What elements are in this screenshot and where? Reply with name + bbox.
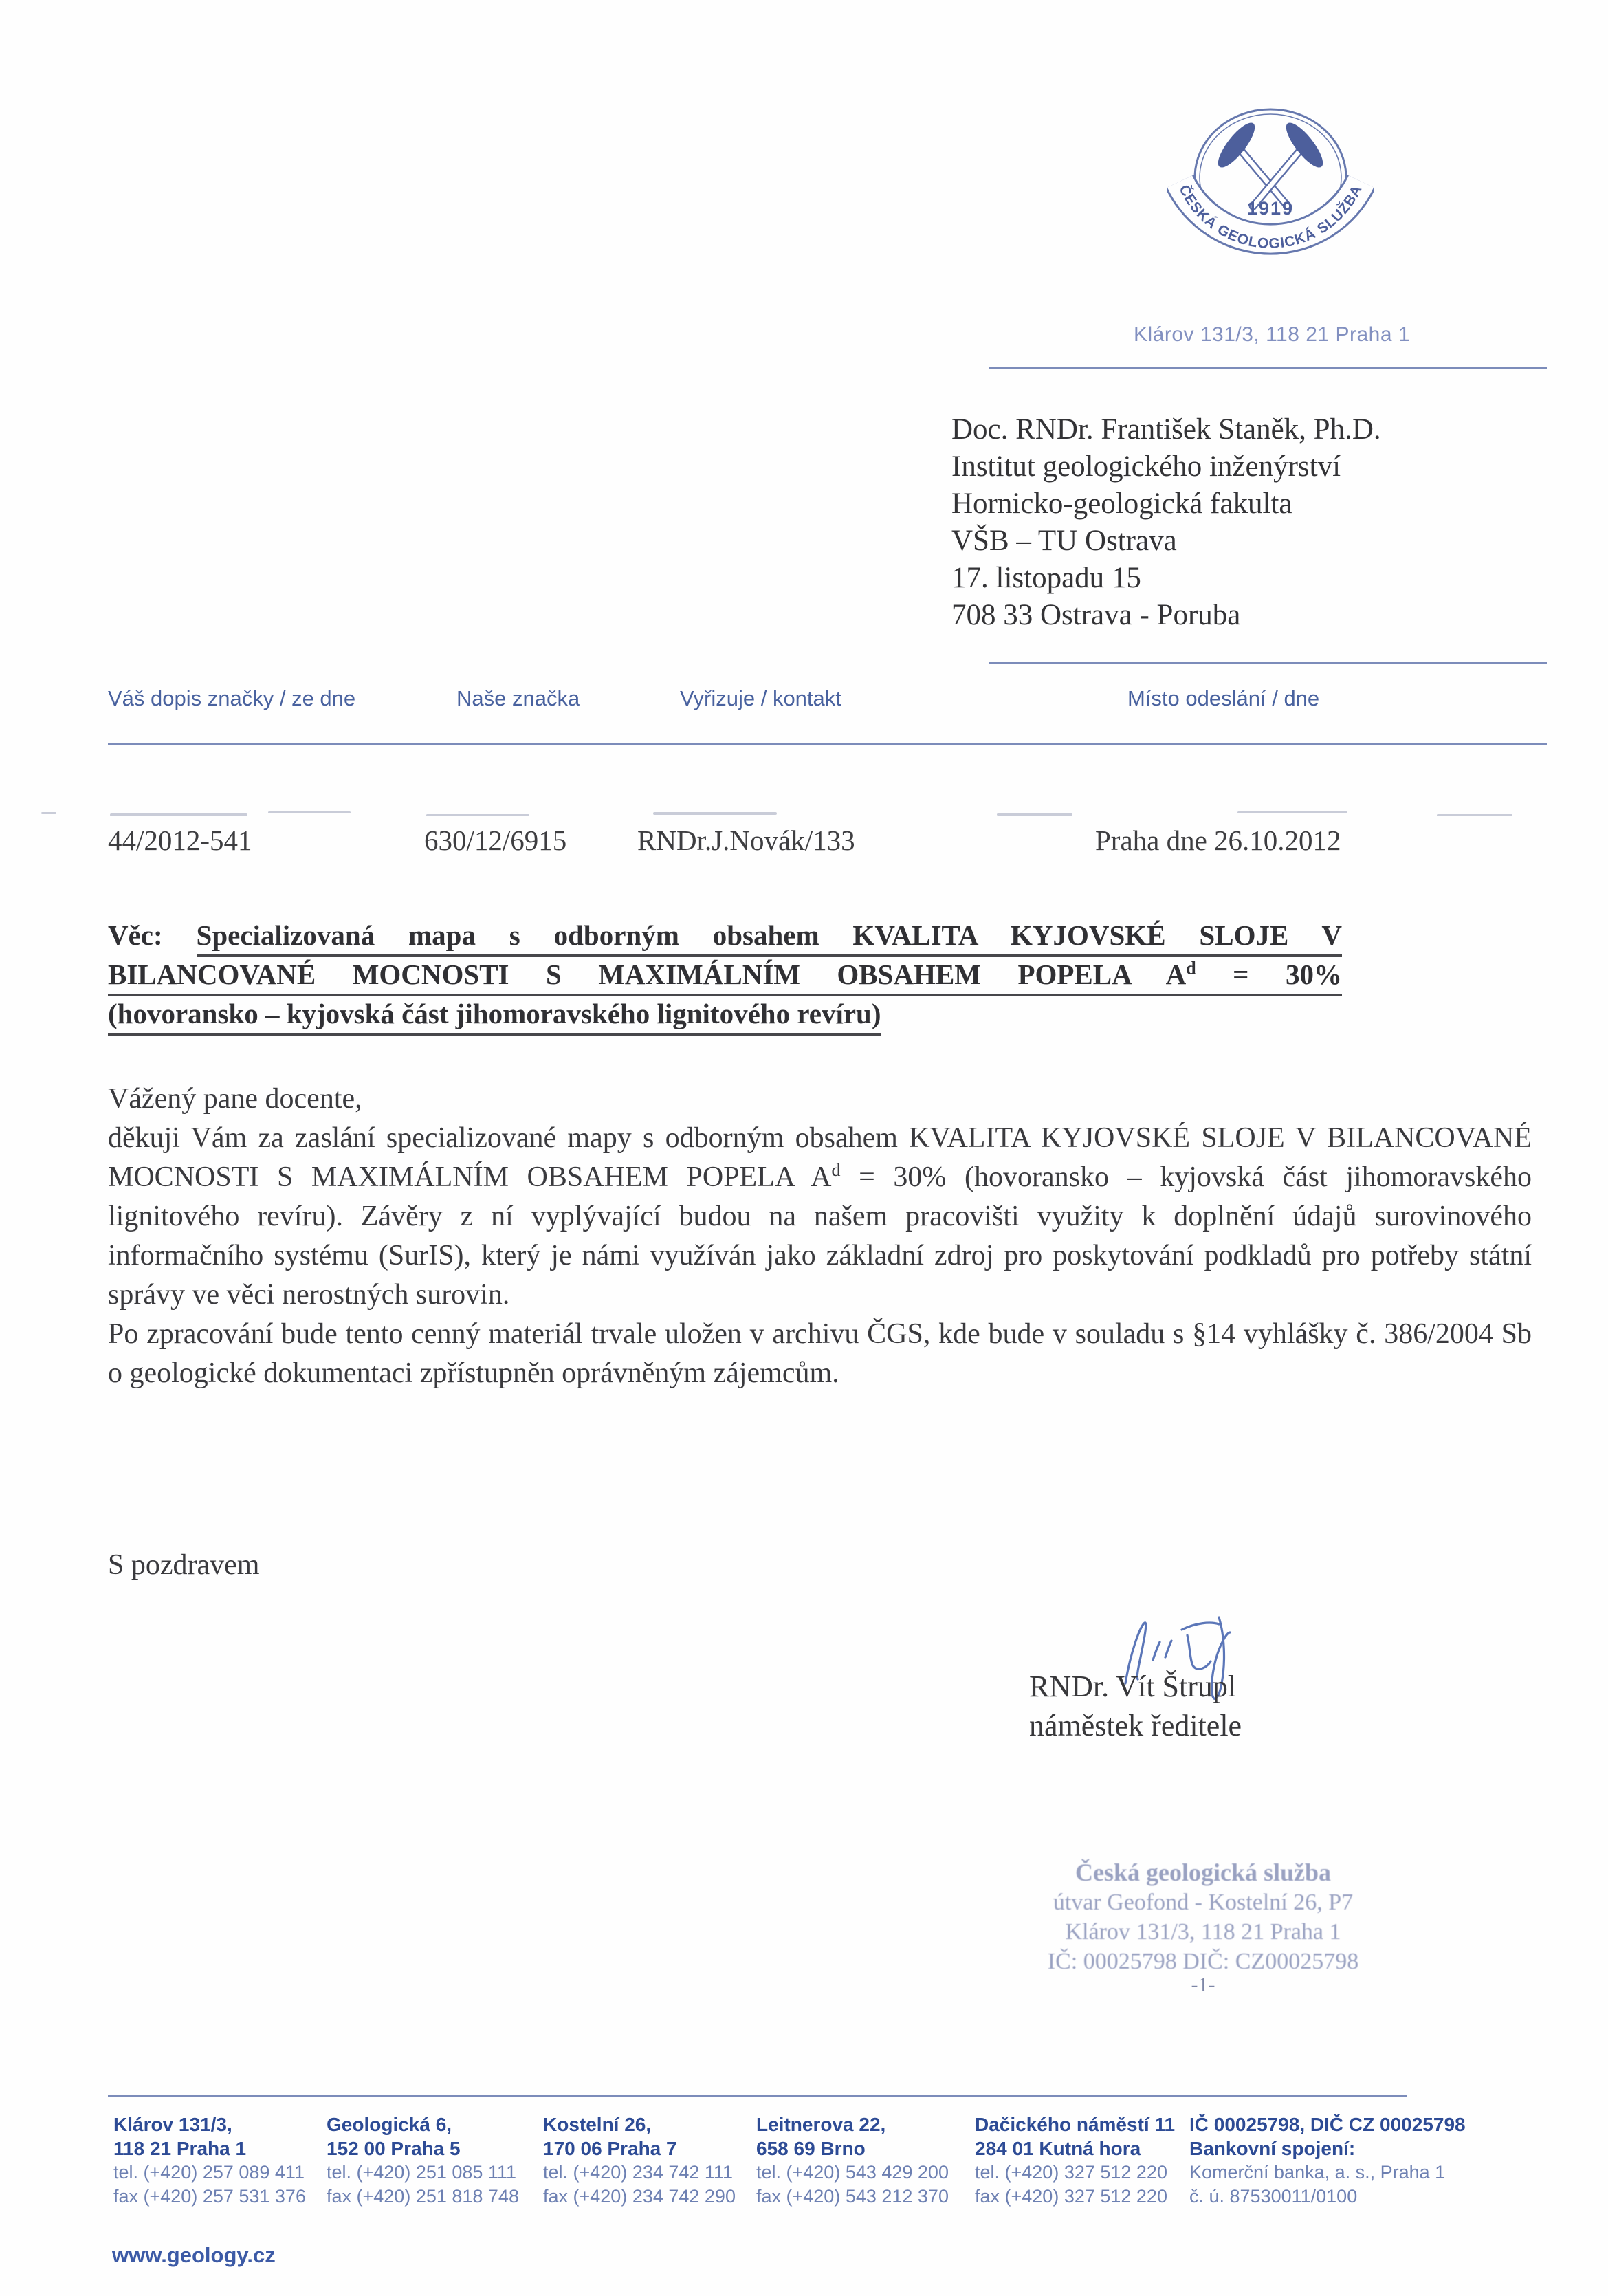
signatory-block xyxy=(1029,1667,1242,1745)
recipient-line: VŠB – TU Ostrava xyxy=(951,525,1177,557)
recipient-line: 708 33 Ostrava - Poruba xyxy=(951,599,1241,631)
stamp-line: útvar Geofond - Kostelní 26, P7 xyxy=(1053,1890,1354,1915)
stamp-line: Klárov 131/3, 118 21 Praha 1 xyxy=(1065,1919,1341,1945)
stamp-line: Česká geologická služba xyxy=(1075,1859,1332,1886)
page-number: -1- xyxy=(1191,1974,1215,1996)
signatory-title: náměstek ředitele xyxy=(1029,1709,1242,1742)
scan-artifact xyxy=(997,813,1072,816)
salutation: Vážený pane docente, xyxy=(108,1083,362,1115)
ref-value-handled-by: RNDr.J.Novák/133 xyxy=(637,824,855,856)
header-divider xyxy=(108,743,1547,745)
ref-header-handled-by: Vyřizuje / kontakt xyxy=(680,686,841,710)
scan-artifact xyxy=(268,811,351,813)
subject-prefix: Věc: xyxy=(108,919,163,951)
body-paragraph-1: děkuji Vám za zaslání specializované mapy s odborným obsahem KVALITA KYJOVSKÉ SLOJE V BILANCOVANÉ MOCNOSTI S MAXIMÁLNÍM OBSAHEM POPELA $A^d = 30\%$ (hovoransko – kyjovská část jihomoravského lignitového revíru). Závěry z ní vyplývající budou na našem pracovišti využity k doplnění údajů surovinového informačního systému (SurIS), který je námi využíván jako základní zdroj pro poskytování podkladů pro potřeby státní správy ve věci nerostných surovin. xyxy=(108,1122,1532,1311)
letterhead-address: Klárov 131/3, 118 21 Praha 1 xyxy=(1133,323,1411,346)
subject-line-2: BILANCOVANÉ MOCNOSTI S MAXIMÁLNÍM OBSAHEM POPELA $A^d = 30\%$ xyxy=(108,955,1342,994)
cgs-logo xyxy=(1167,105,1374,276)
body-paragraph-2: Po zpracování bude tento cenný materiál trvale uložen v archivu ČGS, kde bude v souladu s §14 vyhlášky č. 386/2004 Sb o geologické dokumentaci zpřístupněn oprávněným zájemcům. xyxy=(108,1318,1532,1389)
ref-header-our-ref: Naše značka xyxy=(456,686,580,710)
subject-block xyxy=(108,916,1342,1034)
footer-column-3: Kostelní 26, 170 06 Praha 7 tel. (+420) 234 742 111 fax (+420) 234 742 290 xyxy=(543,2114,736,2207)
footer-column-6: IČ 00025798, DIČ CZ 00025798 Bankovní spojení: Komerční banka, a. s., Praha 1 č. ú. 87530011/0100 xyxy=(1189,2114,1466,2207)
office-stamp xyxy=(983,1858,1423,1976)
signatory-name: RNDr. Vít Štrupl xyxy=(1029,1670,1237,1703)
scan-artifact xyxy=(110,813,247,816)
closing-phrase: S pozdravem xyxy=(108,1549,260,1581)
ref-value-place-date: Praha dne 26.10.2012 xyxy=(1095,824,1341,856)
recipient-line: Institut geologického inženýrství xyxy=(951,450,1341,483)
footer-column-4: Leitnerova 22, 658 69 Brno tel. (+420) 543 429 200 fax (+420) 543 212 370 xyxy=(756,2114,949,2207)
ref-header-your-ref: Váš dopis značky / ze dne xyxy=(108,686,356,710)
subject-line-1: Věc: Specializovaná mapa s odborným obsahem KVALITA KYJOVSKÉ SLOJE V xyxy=(108,916,1342,955)
recipient-line: Hornicko-geologická fakulta xyxy=(951,488,1292,520)
scan-artifact xyxy=(1437,814,1512,816)
letter-body xyxy=(108,1080,1532,1393)
logo-year: 1919 xyxy=(1246,198,1295,219)
recipient-divider xyxy=(989,662,1547,664)
scan-artifact xyxy=(426,814,529,816)
stamp-line: IČ: 00025798 DIČ: CZ00025798 xyxy=(1047,1949,1359,1974)
website-url: www.geology.cz xyxy=(112,2243,276,2267)
letterhead-divider xyxy=(989,367,1547,369)
footer-column-2: Geologická 6, 152 00 Praha 5 tel. (+420) 251 085 111 fax (+420) 251 818 748 xyxy=(327,2114,519,2207)
subject-line-3: (hovoransko – kyjovská část jihomoravského lignitového revíru) xyxy=(108,994,1342,1034)
ref-header-place-date: Místo odeslání / dne xyxy=(1127,686,1320,710)
footer-column-1: Klárov 131/3, 118 21 Praha 1 tel. (+420) 257 089 411 fax (+420) 257 531 376 xyxy=(113,2114,306,2207)
recipient-name: Doc. RNDr. František Staněk, Ph.D. xyxy=(951,413,1381,446)
scan-artifact xyxy=(41,812,56,814)
footer-divider xyxy=(108,2095,1407,2097)
recipient-address xyxy=(951,411,1381,634)
recipient-line: 17. listopadu 15 xyxy=(951,562,1141,594)
scan-artifact xyxy=(653,812,777,815)
ref-value-your-ref: 44/2012-541 xyxy=(108,824,252,856)
footer-column-5: Dačického náměstí 11 284 01 Kutná hora tel. (+420) 327 512 220 fax (+420) 327 512 220 xyxy=(975,2114,1176,2207)
scan-artifact xyxy=(1237,811,1347,813)
logo-arc-text: ČESKÁ GEOLOGICKÁ SLUŽBA xyxy=(1176,182,1365,252)
ref-value-our-ref: 630/12/6915 xyxy=(424,824,567,856)
